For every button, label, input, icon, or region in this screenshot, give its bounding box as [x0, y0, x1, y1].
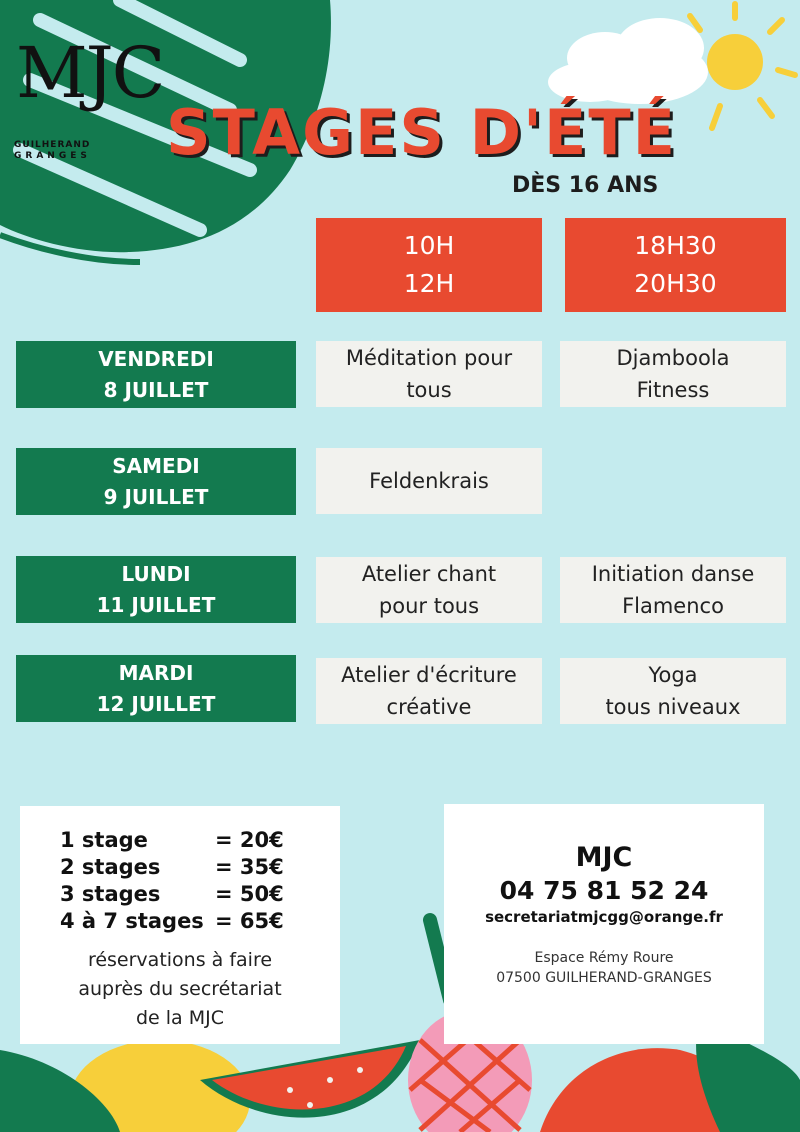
activity-line: Atelier chant — [361, 562, 497, 586]
activity-line: tous — [406, 378, 452, 402]
contact-box — [444, 804, 764, 1044]
contact-phone[interactable]: 04 75 81 52 24 — [499, 876, 709, 905]
note-line: réservations à faire — [87, 949, 273, 971]
time-slot-start: 18H30 — [634, 231, 717, 260]
mjc-logo — [14, 32, 164, 164]
activity-cell — [316, 658, 542, 724]
activity-line: Djamboola — [616, 346, 730, 370]
price-label: 2 stages — [60, 855, 161, 879]
age-subtitle: DÈS 16 ANS — [512, 173, 659, 198]
price-row — [60, 882, 284, 906]
day-label — [16, 448, 296, 515]
day-name: SAMEDI — [112, 453, 200, 478]
activity-line: tous niveaux — [605, 695, 741, 719]
day-date: 8 JUILLET — [103, 377, 209, 402]
price-value: = 50€ — [215, 882, 284, 906]
activity-line: Initiation danse — [591, 562, 755, 586]
activity-cell — [560, 341, 786, 407]
cloud-icon — [548, 18, 708, 104]
page-title: STAGES D'ÉTÉ — [166, 96, 678, 169]
activity-cell — [560, 557, 786, 623]
price-row — [60, 855, 284, 879]
activity-line: Atelier d'écriture — [341, 663, 517, 687]
activity-line: Méditation pour — [345, 346, 513, 370]
contact-address — [444, 948, 764, 988]
activity-cell — [560, 658, 786, 724]
activity-cell — [316, 341, 542, 407]
price-value: = 65€ — [215, 909, 284, 933]
day-date: 11 JUILLET — [96, 592, 216, 617]
activity-line: créative — [386, 695, 472, 719]
reservation-note — [20, 946, 340, 1033]
price-label: 1 stage — [60, 828, 148, 852]
activity-line: Fitness — [636, 378, 710, 402]
day-label — [16, 556, 296, 623]
day-date: 12 JUILLET — [96, 691, 216, 716]
day-name: VENDREDI — [98, 346, 214, 371]
logo-line1: GUILHERAND — [14, 140, 91, 150]
note-line: de la MJC — [135, 1007, 224, 1029]
activity-line: pour tous — [378, 594, 480, 618]
price-row — [60, 828, 284, 852]
activity-cell — [316, 557, 542, 623]
day-label — [16, 655, 296, 722]
activity-line: Flamenco — [622, 594, 724, 618]
price-row — [60, 909, 284, 933]
address-line: 07500 GUILHERAND-GRANGES — [496, 970, 712, 986]
price-box — [20, 806, 340, 1044]
time-slot-morning — [316, 218, 542, 312]
day-name: MARDI — [118, 660, 194, 685]
time-slot-evening — [565, 218, 786, 312]
activity-cell — [316, 448, 542, 514]
day-name: LUNDI — [121, 561, 191, 586]
price-value: = 20€ — [215, 828, 284, 852]
time-slot-start: 10H — [403, 231, 455, 260]
contact-email[interactable]: secretariatmjcgg@orange.fr — [485, 908, 723, 926]
note-line: auprès du secrétariat — [78, 978, 282, 1000]
activity-line: Feldenkrais — [369, 469, 489, 493]
price-label: 4 à 7 stages — [60, 909, 204, 933]
time-slot-end: 12H — [403, 269, 455, 298]
logo-letters: MJC — [16, 32, 164, 114]
logo-line2: GRANGES — [14, 151, 91, 161]
day-date: 9 JUILLET — [103, 484, 209, 509]
address-line: Espace Rémy Roure — [534, 950, 674, 966]
activity-line: Yoga — [648, 663, 698, 687]
time-slot-end: 20H30 — [634, 269, 717, 298]
price-label: 3 stages — [60, 882, 161, 906]
price-value: = 35€ — [215, 855, 284, 879]
day-label — [16, 341, 296, 408]
contact-name: MJC — [575, 842, 633, 873]
